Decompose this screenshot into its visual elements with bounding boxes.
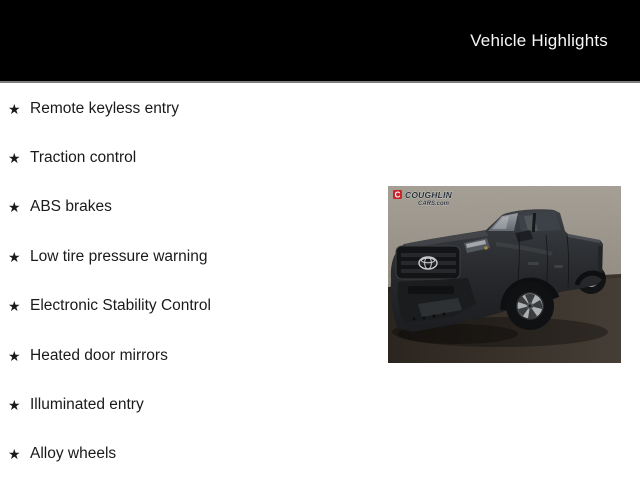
- watermark-line1: COUGHLIN: [405, 190, 452, 200]
- star-bullet-icon: ★: [8, 150, 21, 167]
- header-banner: [0, 0, 640, 83]
- star-bullet-icon: ★: [8, 248, 21, 265]
- feature-label: Low tire pressure warning: [30, 247, 208, 265]
- feature-label: Alloy wheels: [30, 445, 117, 463]
- vehicle-photo[interactable]: [388, 186, 621, 363]
- star-bullet-icon: ★: [8, 347, 21, 364]
- page-title: Vehicle Highlights: [470, 30, 608, 50]
- feature-label: Remote keyless entry: [30, 99, 180, 117]
- feature-item: [0, 232, 386, 281]
- star-bullet-icon: ★: [8, 100, 21, 117]
- feature-item: [0, 183, 386, 232]
- watermark-icon-letter: C: [394, 190, 401, 200]
- door-handle: [528, 262, 539, 265]
- front-wheel: [506, 282, 554, 330]
- feature-label: Heated door mirrors: [30, 346, 168, 364]
- feature-item: [0, 84, 386, 133]
- feature-label: ABS brakes: [30, 198, 112, 216]
- feature-item: [0, 331, 386, 380]
- feature-item: [0, 133, 386, 182]
- feature-item: [0, 282, 386, 331]
- star-bullet-icon: ★: [8, 298, 21, 315]
- feature-label: Illuminated entry: [30, 396, 144, 414]
- feature-item: [0, 430, 386, 479]
- feature-label: Traction control: [30, 149, 137, 167]
- star-bullet-icon: ★: [8, 397, 21, 414]
- feature-label: Electronic Stability Control: [30, 297, 211, 315]
- star-bullet-icon: ★: [8, 446, 21, 463]
- watermark-line2: CARS.com: [418, 201, 450, 207]
- door-handle: [554, 265, 563, 268]
- star-bullet-icon: ★: [8, 199, 21, 216]
- feature-list: [0, 84, 386, 479]
- feature-item: [0, 380, 386, 429]
